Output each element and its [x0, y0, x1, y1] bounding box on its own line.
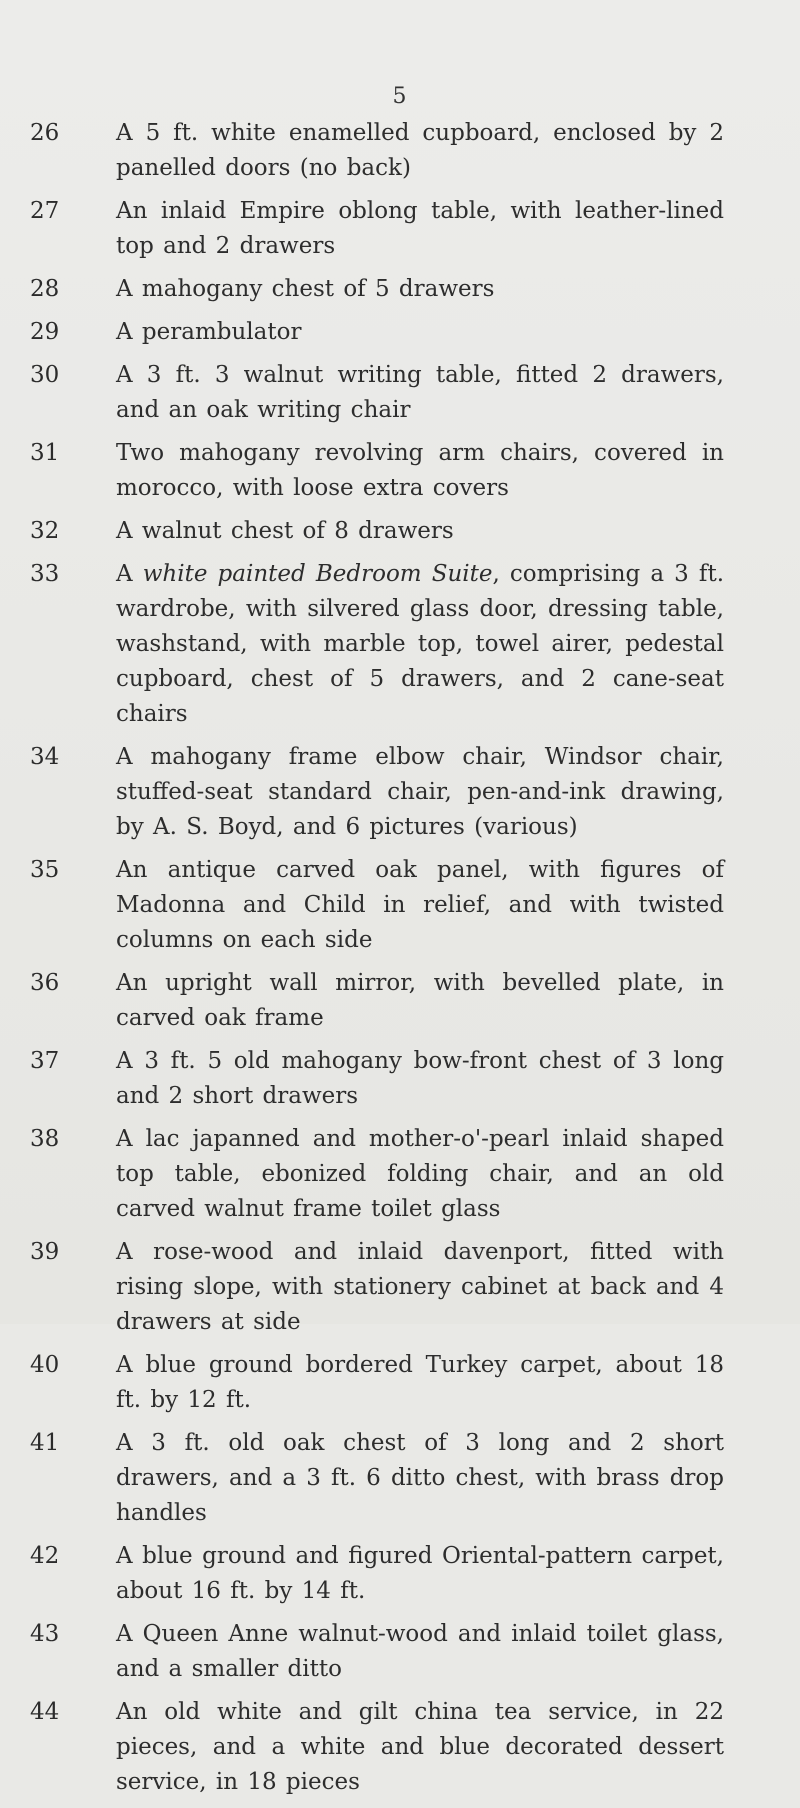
- lot-description: A 3 ft. 3 walnut writing table, fitted 2 drawers, and an oak writing chair: [116, 362, 724, 423]
- lot-item: [0, 1122, 800, 1227]
- lot-number: 28: [30, 276, 60, 302]
- lot-item: [0, 116, 800, 186]
- lot-item: [0, 272, 800, 307]
- lot-item: [0, 1044, 800, 1114]
- lot-number: 30: [30, 362, 60, 388]
- lot-description: A 3 ft. old oak chest of 3 long and 2 short drawers, and a 3 ft. 6 ditto chest, with brass drop handles: [116, 1430, 724, 1526]
- lot-list: [0, 116, 800, 1808]
- lot-number: 26: [30, 120, 60, 146]
- lot-item: [0, 1695, 800, 1800]
- lot-description: An upright wall mirror, with bevelled plate, in carved oak frame: [116, 970, 724, 1031]
- lot-item: [0, 1235, 800, 1340]
- lot-number: 42: [30, 1543, 60, 1569]
- lot-description: [116, 557, 724, 732]
- lot-item: [0, 1426, 800, 1531]
- lot-item: [0, 1348, 800, 1418]
- lot-number: 34: [30, 744, 60, 770]
- lot-item: [0, 557, 800, 732]
- lot-description-suffix: , comprising a 3 ft. wardrobe, with silvered glass door, dressing table, washstand, with marble top, towel airer, pedestal cupboard, chest of 5 drawers, and 2 cane-seat chairs: [116, 561, 725, 727]
- lot-item: [0, 966, 800, 1036]
- lot-item: [0, 1617, 800, 1687]
- lot-description: A 3 ft. 5 old mahogany bow-front chest of 3 long and 2 short drawers: [116, 1048, 724, 1109]
- lot-item: [0, 740, 800, 845]
- lot-number: 32: [30, 518, 60, 544]
- lot-number: 35: [30, 857, 60, 883]
- lot-description: A 5 ft. white enamelled cupboard, enclosed by 2 panelled doors (no back): [116, 120, 724, 181]
- lot-item: [0, 514, 800, 549]
- lot-number: 39: [30, 1239, 60, 1265]
- lot-description: An antique carved oak panel, with figures of Madonna and Child in relief, and with twisted columns on each side: [116, 857, 724, 953]
- lot-description: A lac japanned and mother-o'-pearl inlaid shaped top table, ebonized folding chair, and an old carved walnut frame toilet glass: [116, 1126, 724, 1222]
- lot-description: A perambulator: [116, 319, 302, 345]
- lot-number: 44: [30, 1699, 60, 1725]
- lot-number: 29: [30, 319, 60, 345]
- lot-description: A blue ground bordered Turkey carpet, about 18 ft. by 12 ft.: [116, 1352, 724, 1413]
- lot-item: [0, 315, 800, 350]
- lot-description: A rose-wood and inlaid davenport, fitted with rising slope, with stationery cabinet at back and 4 drawers at side: [116, 1239, 724, 1335]
- lot-description: A mahogany frame elbow chair, Windsor chair, stuffed-seat standard chair, pen-and-ink drawing, by A. S. Boyd, and 6 pictures (various): [116, 744, 724, 840]
- lot-item: [0, 194, 800, 264]
- lot-number: 33: [30, 561, 60, 587]
- lot-item: [0, 358, 800, 428]
- lot-number: 37: [30, 1048, 60, 1074]
- lot-number: 41: [30, 1430, 60, 1456]
- lot-number: 43: [30, 1621, 60, 1647]
- lot-number: 36: [30, 970, 60, 996]
- lot-item: [0, 853, 800, 958]
- lot-description-prefix: A: [116, 561, 143, 587]
- lot-description: A Queen Anne walnut-wood and inlaid toilet glass, and a smaller ditto: [116, 1621, 724, 1682]
- lot-item: [0, 1539, 800, 1609]
- lot-number: 27: [30, 198, 60, 224]
- page-number: 5: [392, 84, 408, 109]
- lot-number: 40: [30, 1352, 60, 1378]
- lot-description: A mahogany chest of 5 drawers: [116, 276, 495, 302]
- lot-description: An old white and gilt china tea service, in 22 pieces, and a white and blue decorated dessert service, in 18 pieces: [116, 1699, 724, 1795]
- lot-description: A walnut chest of 8 drawers: [116, 518, 454, 544]
- suite-title: white painted Bedroom Suite: [142, 561, 493, 587]
- lot-description: A blue ground and figured Oriental-pattern carpet, about 16 ft. by 14 ft.: [116, 1543, 724, 1604]
- lot-description: An inlaid Empire oblong table, with leather-lined top and 2 drawers: [116, 198, 724, 259]
- lot-item: [0, 436, 800, 506]
- lot-description: Two mahogany revolving arm chairs, covered in morocco, with loose extra covers: [116, 440, 724, 501]
- lot-number: 31: [30, 440, 60, 466]
- lot-number: 38: [30, 1126, 60, 1152]
